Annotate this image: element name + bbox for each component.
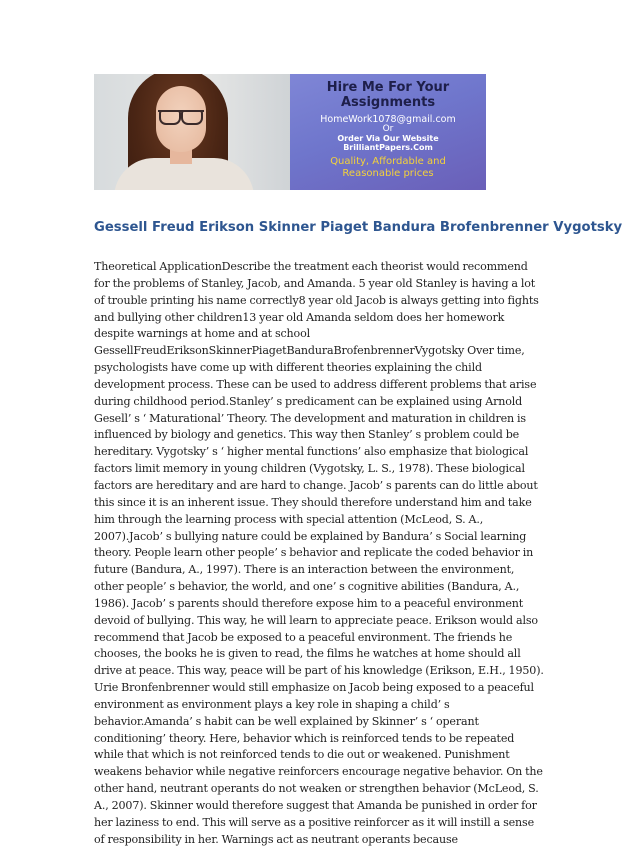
promo-website: Order Via Our Website BrilliantPapers.Com bbox=[337, 134, 439, 152]
woman-photo bbox=[94, 74, 290, 190]
promo-quality: Quality, Affordable and Reasonable prices bbox=[330, 156, 446, 179]
promo-text-panel bbox=[290, 74, 486, 190]
promo-email: HomeWork1078@gmail.com bbox=[320, 114, 456, 125]
promo-or: Or bbox=[382, 124, 394, 134]
document-body: Theoretical ApplicationDescribe the treatment each theorist would recommend for the problems of Stanley, Jacob, and Amanda. 5 year old Stanley is having a lot of trouble printing his name correctly8 year old Jacob is always getting into fights and bullying other children13 year old Amanda seldom does her homework despite warnings at home and at school GessellFreudEriksonSkinnerPiagetBanduraBrofenbrennerVygotsky Over time, psychologists have come up with different theories explaining the child development process. These can be used to address different problems that arise during childhood period.Stanley’ s predicament can be explained using Arnold Gesell’ s ‘ Maturational’ Theory. The development and maturation in children is influenced by biology and genetics. This way then Stanley’ s problem could be hereditary. Vygotsky’ s ‘ higher mental functions’ also emphasize that biological factors limit memory in young children (Vygotsky, L. S., 1978). These biological factors are hereditary and are hard to change. Jacob’ s parents can do little about this since it is an inherent issue. They should therefore understand him and take him through the learning process with special attention (McLeod, S. A., 2007).Jacob’ s bullying nature could be explained by Bandura’ s Social learning theory. People learn other people’ s behavior and replicate the coded behavior in future (Bandura, A., 1997). There is an interaction between the environment, other people’ s behavior, the world, and one’ s cognitive abilities (Bandura, A., 1986). Jacob’ s parents should therefore expose him to a peaceful environment devoid of bullying. This way, he will learn to appreciate peace. Erikson would also recommend that Jacob be exposed to a peaceful environment. The friends he chooses, the books he is given to read, the films he watches at home should all drive at peace. This way, peace will be part of his knowledge (Erikson, E.H., 1950). Urie Bronfenbrenner would still emphasize on Jacob being exposed to a peaceful environment as environment plays a key role in shaping a child’ s behavior.Amanda’ s habit can be well explained by Skinner’ s ‘ operant conditioning’ theory. Here, behavior which is reinforced tends to be repeated while that which is not reinforced tends to die out or weakened. Punishment weakens behavior while negative reinforcers encourage negative behavior. On the other hand, neutrant operants do not weaken or strengthen behavior (McLeod, S. A., 2007). Skinner would therefore suggest that Amanda be punished in order for her laziness to end. This will serve as a positive reinforcer as it will instill a sense of responsibility in her. Warnings act as neutrant operants because bbox=[94, 260, 544, 846]
promo-headline: Hire Me For Your Assignments bbox=[326, 80, 450, 110]
document-title: Gessell Freud Erikson Skinner Piaget Bandura Brofenbrenner Vygotsky bbox=[94, 220, 623, 235]
promo-banner bbox=[94, 74, 486, 190]
glasses-icon bbox=[158, 110, 204, 124]
